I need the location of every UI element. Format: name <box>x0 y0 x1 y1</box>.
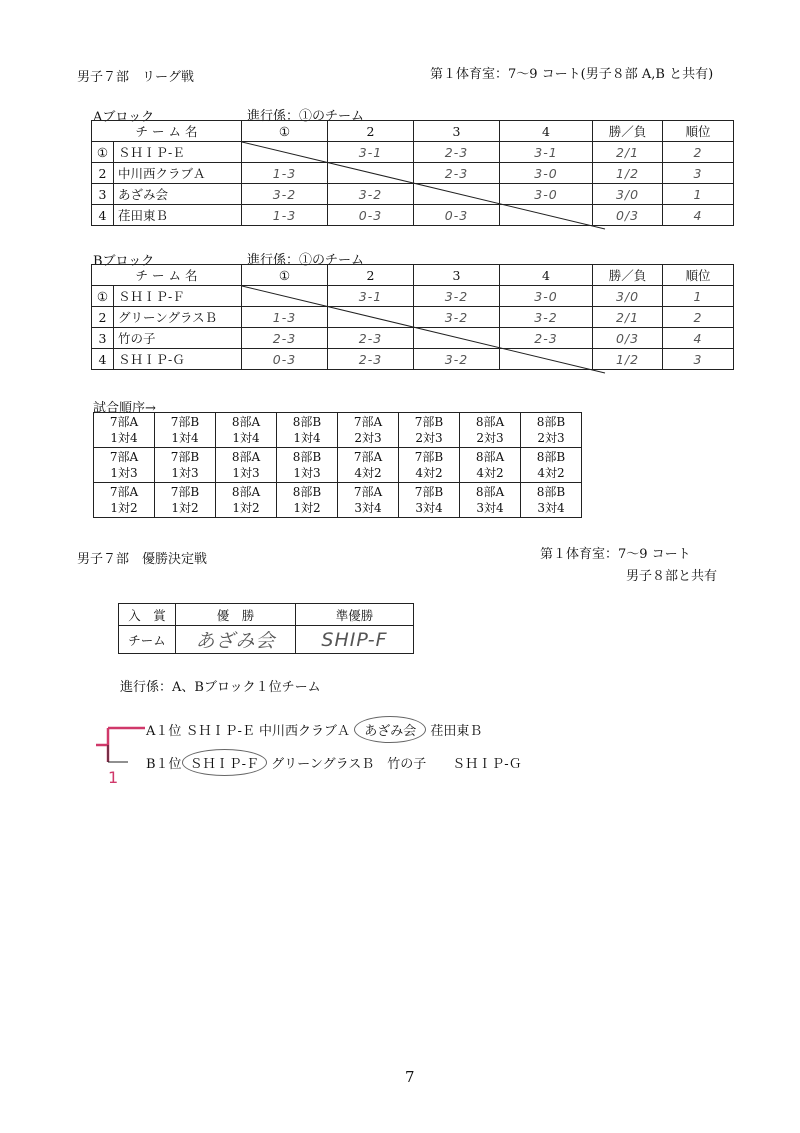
score-cell: 2-3 <box>242 328 328 349</box>
order-matchup: 4対2 <box>537 466 565 480</box>
score-cell: 3-2 <box>242 184 328 205</box>
red-mark: 1 <box>108 768 119 787</box>
order-division: 8部B <box>292 415 322 429</box>
col-team-name: チ ー ム 名 <box>92 265 242 286</box>
award-col-winner: 優 勝 <box>176 604 296 626</box>
col-4: 4 <box>500 121 593 142</box>
order-division: 8部B <box>536 485 566 499</box>
team-name: あざみ会 <box>114 184 242 205</box>
rank-cell: 1 <box>663 184 734 205</box>
order-title: 試合順序→ <box>93 401 156 416</box>
winloss-cell: 1/2 <box>593 163 663 184</box>
line-b-start: B１位 <box>146 757 182 772</box>
score-cell: 2-3 <box>414 142 500 163</box>
order-matchup: 1対2 <box>232 501 260 515</box>
score-cell: 3-0 <box>500 286 593 307</box>
score-cell: 2-3 <box>414 163 500 184</box>
rank-cell: 4 <box>663 328 734 349</box>
line-a-end: 荏田東Ｂ <box>430 724 483 739</box>
line-b-end: グリーングラスＢ 竹の子 ＳＨＩＰ-Ｇ <box>271 757 522 772</box>
page-header-right: 第１体育室：7～9 コート(男子８部 A,B と共有) <box>430 67 714 82</box>
score-cell: 0-3 <box>414 205 500 226</box>
order-division: 7部B <box>414 485 444 499</box>
order-matchup: 3対4 <box>354 501 382 515</box>
order-matchup: 1対4 <box>171 431 199 445</box>
order-division: 8部A <box>475 450 505 464</box>
row-number: 2 <box>92 307 114 328</box>
rank-cell: 4 <box>663 205 734 226</box>
blockA-title: Aブロック <box>93 110 155 125</box>
final-title: 男子７部 優勝決定戦 <box>77 552 208 567</box>
team-name: 荏田東Ｂ <box>114 205 242 226</box>
score-cell: 1-3 <box>242 205 328 226</box>
order-division: 8部B <box>536 415 566 429</box>
bracket-line-a <box>146 720 482 739</box>
order-matchup: 1対4 <box>232 431 260 445</box>
score-cell: 2-3 <box>328 349 414 370</box>
order-division: 7部B <box>414 415 444 429</box>
order-division: 8部A <box>475 415 505 429</box>
col-3: 3 <box>414 265 500 286</box>
order-matchup: 1対2 <box>110 501 138 515</box>
score-cell: 3-1 <box>328 142 414 163</box>
order-matchup: 1対2 <box>293 501 321 515</box>
order-division: 7部B <box>414 450 444 464</box>
circled-text: ＳＨＩＰ-Ｆ <box>189 757 259 772</box>
row-number: 4 <box>92 205 114 226</box>
circle-mark <box>182 749 267 776</box>
order-division: 7部A <box>353 450 383 464</box>
col-2: 2 <box>328 121 414 142</box>
order-matchup: 4対2 <box>415 466 443 480</box>
order-division: 8部B <box>292 485 322 499</box>
order-matchup: 4対2 <box>354 466 382 480</box>
order-matchup: 3対4 <box>537 501 565 515</box>
order-matchup: 1対2 <box>171 501 199 515</box>
final-venue-shared: 男子８部と共有 <box>626 569 718 584</box>
circle-mark <box>354 716 426 743</box>
score-cell: 3-0 <box>500 163 593 184</box>
order-division: 7部B <box>170 415 200 429</box>
col-1: ① <box>242 121 328 142</box>
score-cell: 1-3 <box>242 307 328 328</box>
winloss-cell: 0/3 <box>593 328 663 349</box>
circled-winner-a <box>356 720 424 739</box>
score-cell: 3-2 <box>414 349 500 370</box>
order-division: 8部A <box>231 415 261 429</box>
row-number: 3 <box>92 184 114 205</box>
score-cell: 3-1 <box>500 142 593 163</box>
order-division: 8部B <box>292 450 322 464</box>
line-a-text: A１位 ＳＨＩＰ-Ｅ 中川西クラブＡ <box>146 724 351 739</box>
order-division: 8部A <box>231 450 261 464</box>
col-team-name: チ ー ム 名 <box>92 121 242 142</box>
blockA-manager: 進行係：①のチーム <box>247 109 365 124</box>
rank-cell: 3 <box>663 163 734 184</box>
award-row-label: チーム <box>119 626 176 654</box>
team-name: 中川西クラブＡ <box>114 163 242 184</box>
score-cell: 3-2 <box>500 307 593 328</box>
col-winloss: 勝／負 <box>593 265 663 286</box>
winloss-cell: 2/1 <box>593 142 663 163</box>
col-rank: 順位 <box>663 121 734 142</box>
row-number: ① <box>92 142 114 163</box>
award-col-runnerup: 準優勝 <box>296 604 414 626</box>
order-division: 7部B <box>170 485 200 499</box>
blockB-title: Bブロック <box>93 254 155 269</box>
row-number: ① <box>92 286 114 307</box>
row-number: 3 <box>92 328 114 349</box>
col-3: 3 <box>414 121 500 142</box>
circled-text: あざみ会 <box>364 724 417 739</box>
circled-winner-b <box>184 753 265 772</box>
col-1: ① <box>242 265 328 286</box>
order-division: 7部B <box>170 450 200 464</box>
rank-cell: 3 <box>663 349 734 370</box>
team-name: ＳＨＩＰ-Ｇ <box>114 349 242 370</box>
bracket-line-b <box>146 753 522 772</box>
final-venue: 第１体育室：7～9 コート <box>540 547 691 562</box>
score-cell: 3-0 <box>500 184 593 205</box>
final-manager: 進行係：A、Bブロック１位チーム <box>120 680 321 695</box>
row-number: 2 <box>92 163 114 184</box>
order-matchup: 1対3 <box>293 466 321 480</box>
order-division: 7部A <box>109 450 139 464</box>
order-division: 8部A <box>475 485 505 499</box>
score-cell: 3-1 <box>328 286 414 307</box>
award-col-prize: 入 賞 <box>119 604 176 626</box>
rank-cell: 2 <box>663 307 734 328</box>
score-cell: 0-3 <box>242 349 328 370</box>
order-division: 7部A <box>109 485 139 499</box>
team-name: ＳＨＩＰ-Ｅ <box>114 142 242 163</box>
winloss-cell: 3/0 <box>593 286 663 307</box>
col-rank: 順位 <box>663 265 734 286</box>
order-matchup: 2対3 <box>537 431 565 445</box>
winner-team: あざみ会 <box>176 626 296 654</box>
order-matchup: 1対3 <box>171 466 199 480</box>
score-cell: 2-3 <box>500 328 593 349</box>
winloss-cell: 2/1 <box>593 307 663 328</box>
col-2: 2 <box>328 265 414 286</box>
order-matchup: 1対4 <box>293 431 321 445</box>
order-division: 7部A <box>109 415 139 429</box>
order-division: 7部A <box>353 415 383 429</box>
rank-cell: 1 <box>663 286 734 307</box>
score-cell: 3-2 <box>328 184 414 205</box>
team-name: 竹の子 <box>114 328 242 349</box>
winloss-cell: 1/2 <box>593 349 663 370</box>
page-header-left: 男子７部 リーグ戦 <box>77 70 195 85</box>
score-cell: 3-2 <box>414 286 500 307</box>
runnerup-team: SHIP-F <box>296 626 414 654</box>
row-number: 4 <box>92 349 114 370</box>
order-division: 8部B <box>536 450 566 464</box>
winloss-cell: 0/3 <box>593 205 663 226</box>
order-matchup: 4対2 <box>476 466 504 480</box>
col-winloss: 勝／負 <box>593 121 663 142</box>
score-cell: 2-3 <box>328 328 414 349</box>
page-number: 7 <box>405 1068 415 1086</box>
score-cell: 0-3 <box>328 205 414 226</box>
order-matchup: 2対3 <box>415 431 443 445</box>
order-matchup: 1対3 <box>110 466 138 480</box>
col-4: 4 <box>500 265 593 286</box>
order-matchup: 2対3 <box>476 431 504 445</box>
order-matchup: 3対4 <box>415 501 443 515</box>
order-matchup: 2対3 <box>354 431 382 445</box>
order-division: 7部A <box>353 485 383 499</box>
score-cell: 3-2 <box>414 307 500 328</box>
order-matchup: 1対3 <box>232 466 260 480</box>
team-name: ＳＨＩＰ-Ｆ <box>114 286 242 307</box>
score-cell: 1-3 <box>242 163 328 184</box>
winloss-cell: 3/0 <box>593 184 663 205</box>
order-division: 8部A <box>231 485 261 499</box>
blockB-manager: 進行係：①のチーム <box>247 253 365 268</box>
order-matchup: 1対4 <box>110 431 138 445</box>
rank-cell: 2 <box>663 142 734 163</box>
team-name: グリーングラスＢ <box>114 307 242 328</box>
order-matchup: 3対4 <box>476 501 504 515</box>
